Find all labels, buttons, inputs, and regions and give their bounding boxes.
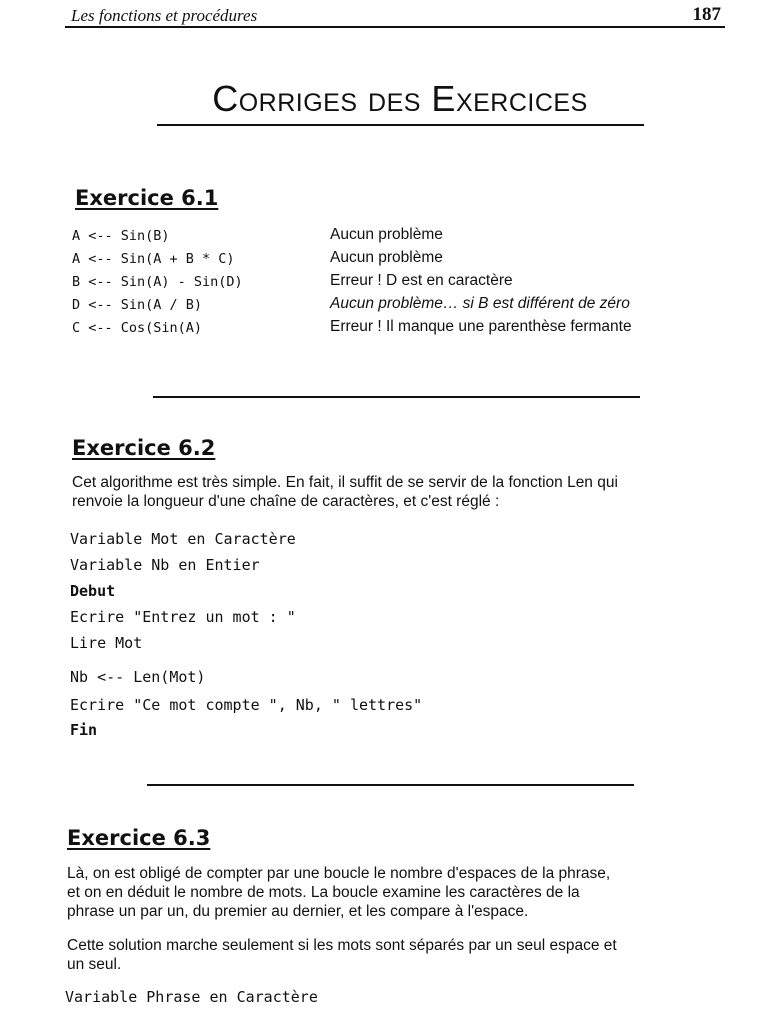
running-header-title: Les fonctions et procédures — [71, 6, 258, 25]
page-number: 187 — [692, 4, 721, 25]
comment-cell: Aucun problème — [330, 226, 443, 243]
code-cell: B <-- Sin(A) - Sin(D) — [72, 274, 243, 290]
page-title: Corriges des Exercices — [212, 78, 588, 119]
code-line: Ecrire "Ce mot compte ", Nb, " lettres" — [70, 696, 423, 714]
exercise-6-2-intro — [72, 473, 732, 511]
running-header — [65, 4, 725, 28]
exercise-6-1-heading: Exercice 6.1 — [75, 186, 219, 210]
section-separator — [153, 396, 640, 398]
code-line: Nb <-- Len(Mot) — [70, 668, 206, 686]
code-line: Lire Mot — [70, 634, 143, 652]
code-line: Ecrire "Entrez un mot : " — [70, 608, 296, 626]
code-cell: D <-- Sin(A / B) — [72, 297, 203, 313]
paragraph-line: et on en déduit le nombre de mots. La boucle examine les caractères de la — [67, 884, 580, 901]
exercise-6-3-paragraph-2 — [67, 936, 737, 974]
section-separator — [147, 784, 634, 786]
paragraph-line: phrase un par un, du premier au dernier, et les compare à l'espace. — [67, 903, 529, 920]
paragraph-line: Cette solution marche seulement si les mots sont séparés par un seul espace et — [67, 937, 617, 954]
paragraph-line: Là, on est obligé de compter par une boucle le nombre d'espaces de la phrase, — [67, 865, 611, 882]
code-cell: C <-- Cos(Sin(A) — [72, 320, 203, 336]
exercise-6-3-paragraph-1 — [67, 864, 737, 921]
comment-cell: Erreur ! Il manque une parenthèse fermante — [330, 318, 632, 335]
exercise-6-3-heading: Exercice 6.3 — [67, 826, 211, 850]
code-line: Variable Phrase en Caractère — [65, 988, 318, 1006]
page-title-underline — [157, 124, 644, 126]
paragraph-line: Cet algorithme est très simple. En fait, il suffit de se servir de la fonction Len qui — [72, 474, 618, 491]
code-line: Fin — [70, 721, 98, 739]
exercise-6-2-heading: Exercice 6.2 — [72, 436, 216, 460]
paragraph-line: renvoie la longueur d'une chaîne de caractères, et c'est réglé : — [72, 493, 500, 510]
code-cell: A <-- Sin(A + B * C) — [72, 251, 235, 267]
code-line: Variable Mot en Caractère — [70, 530, 296, 548]
code-line: Variable Nb en Entier — [70, 556, 260, 574]
paragraph-line: un seul. — [67, 956, 122, 973]
code-line: Debut — [70, 582, 116, 600]
code-cell: A <-- Sin(B) — [72, 228, 170, 244]
comment-cell: Aucun problème… si B est différent de zéro — [330, 295, 630, 312]
comment-cell: Erreur ! D est en caractère — [330, 272, 513, 289]
comment-cell: Aucun problème — [330, 249, 443, 266]
